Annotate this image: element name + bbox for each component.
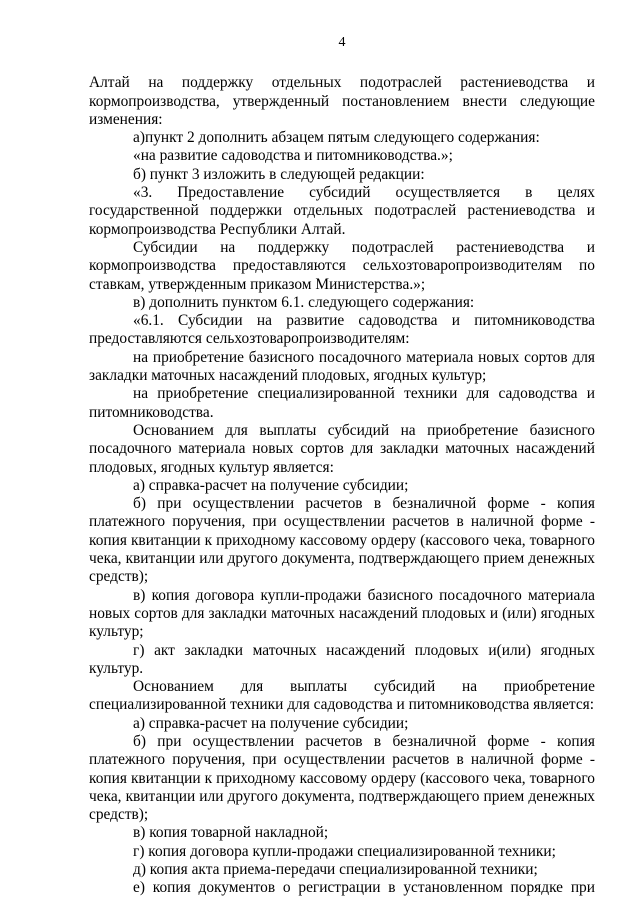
paragraph: в) дополнить пунктом 6.1. следующего содержания: xyxy=(133,293,475,311)
paragraph: а)пункт 2 дополнить абзацем пятым следующего содержания: xyxy=(133,129,540,147)
paragraph: в) копия товарной накладной; xyxy=(133,824,329,842)
paragraph: «на развитие садоводства и питомниководства.»; xyxy=(133,147,453,165)
paragraph: б) пункт 3 изложить в следующей редакции: xyxy=(133,165,425,183)
page-number: 4 xyxy=(338,35,346,50)
paragraph: г) копия договора купли-продажи специализированной техники; xyxy=(133,842,556,860)
paragraph: Субсидии на поддержку подотраслей растениеводства и кормопроизводства предоставляются сельхозтоваропроизводителям по ставкам, утвержденным приказом Министерства.»; xyxy=(89,238,595,293)
paragraph: Алтай на поддержку отдельных подотраслей растениеводства и кормопроизводства, утвержденный постановлением внести следующие изменения: xyxy=(89,74,595,128)
paragraph: Основанием для выплаты субсидий на приобретение базисного посадочного материала новых сортов для закладки маточных насаждений плодовых, ягодных культур является: xyxy=(89,421,595,476)
paragraph: б) при осуществлении расчетов в безналичной форме - копия платежного поручения, при осуществлении расчетов в наличной форме - копия квитанции к приходному кассовому ордеру (кассового чека, товарного чека, квитанции или другого документа, подтверждающего прием денежных средств); xyxy=(89,495,595,586)
paragraph: д) копия акта приема-передачи специализированной техники; xyxy=(133,861,538,879)
paragraph: б) при осуществлении расчетов в безналичной форме - копия платежного поручения, при осуществлении расчетов в наличной форме - копия квитанции к приходному кассовому ордеру (кассового чека, товарного чека, квитанции или другого документа, подтверждающего прием денежных средств); xyxy=(89,732,595,824)
paragraph: а) справка-расчет на получение субсидии; xyxy=(133,476,409,494)
paragraph: на приобретение базисного посадочного материала новых сортов для закладки маточных насаждений плодовых, ягодных культур; xyxy=(89,348,595,385)
paragraph: в) копия договора купли-продажи базисного посадочного материала новых сортов для закладки маточных насаждений плодовых и (или) ягодных культур; xyxy=(89,586,595,641)
paragraph: Основанием для выплаты субсидий на приобретение специализированной техники для садоводства и питомниководства является: xyxy=(89,678,595,714)
paragraph: «6.1. Субсидии на развитие садоводства и питомниководства предоставляются сельхозтоваропроизводителям: xyxy=(89,312,595,348)
paragraph: на приобретение специализированной техники для садоводства и питомниководства. xyxy=(89,385,595,421)
paragraph: г) акт закладки маточных насаждений плодовых и(или) ягодных культур. xyxy=(89,641,595,677)
paragraph: а) справка-расчет на получение субсидии; xyxy=(133,714,409,732)
paragraph: е) копия документов о регистрации в установленном порядке при xyxy=(133,879,595,897)
paragraph: «3. Предоставление субсидий осуществляется в целях государственной поддержки отдельных подотраслей растениеводства и кормопроизводства Республики Алтай. xyxy=(89,184,595,238)
document-body xyxy=(89,74,595,897)
